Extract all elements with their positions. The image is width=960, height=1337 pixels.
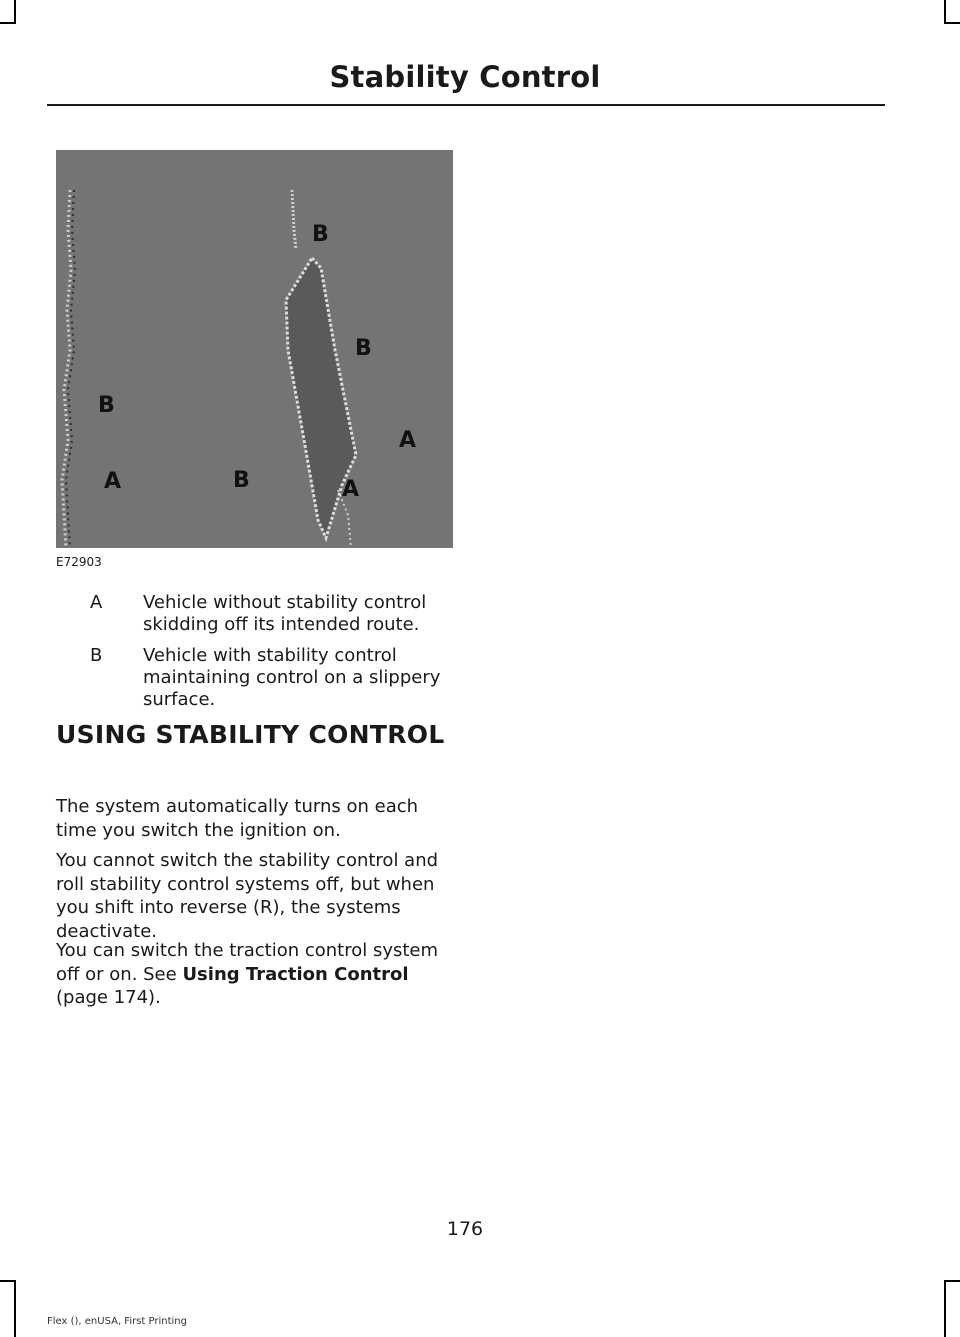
page-title: Stability Control	[329, 60, 601, 94]
label-b-right: B	[355, 336, 372, 361]
xref-page: (page 174).	[56, 987, 161, 1008]
crop-mark	[944, 1280, 960, 1282]
paragraph: The system automatically turns on each time you switch the ignition on.	[56, 796, 419, 841]
crop-mark	[944, 0, 946, 22]
label-b-center: B	[233, 468, 250, 493]
page-number: 176	[446, 1218, 484, 1240]
footer-text: Flex (), enUSA, First Printing	[47, 1316, 187, 1327]
label-b-left: B	[98, 393, 115, 418]
section-heading: USING STABILITY CONTROL	[56, 720, 445, 749]
label-a-left: A	[104, 469, 122, 494]
legend-text: Vehicle without stability control skidding off its intended route.	[143, 592, 427, 635]
label-b-top: B	[312, 222, 329, 247]
label-a-right: A	[399, 428, 417, 453]
crop-mark	[14, 0, 16, 22]
crop-mark	[944, 22, 960, 24]
figure-code: E72903	[56, 555, 102, 569]
crop-mark	[14, 1280, 16, 1337]
label-a-patch: A	[342, 477, 360, 502]
legend-text: Vehicle with stability control maintaining control on a slippery surface.	[143, 645, 441, 710]
stability-illustration	[56, 150, 453, 548]
legend-key: B	[90, 645, 103, 666]
legend-key: A	[90, 592, 103, 613]
crop-mark	[944, 1280, 946, 1337]
paragraph: You cannot switch the stability control and roll stability control systems off, but when you shift into reverse (R), the systems deactivate.	[56, 850, 439, 942]
xref-text: You can switch the traction control system off or on. See	[56, 940, 439, 985]
xref-link[interactable]: Using Traction Control	[182, 963, 409, 985]
title-divider	[47, 104, 885, 106]
cross-reference-paragraph	[56, 939, 451, 1010]
crop-mark	[0, 22, 16, 24]
